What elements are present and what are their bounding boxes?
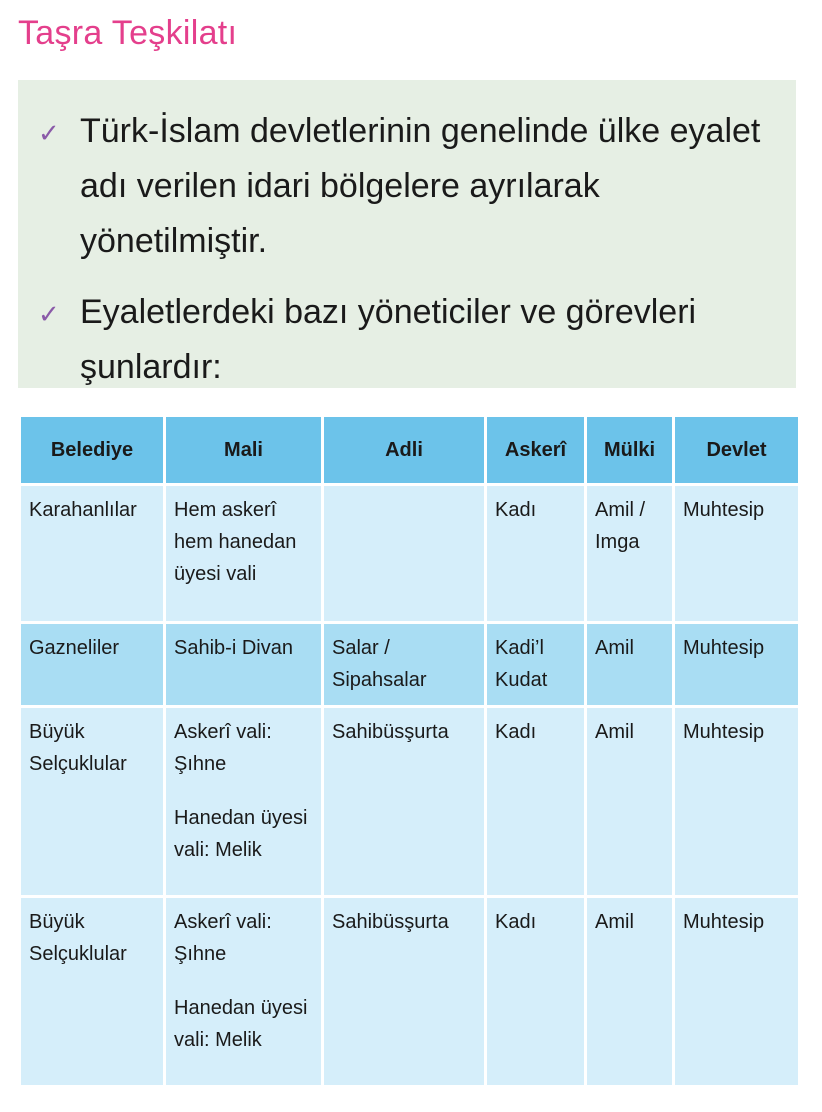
cell-text: Hanedan üyesi vali: Melik: [174, 997, 308, 1051]
checkmark-icon: ✓: [38, 118, 60, 148]
table-cell: Büyük Selçuklular: [20, 707, 165, 897]
table-header-row: [20, 416, 800, 485]
column-header: Devlet: [674, 416, 800, 485]
column-header: Mülki: [586, 416, 674, 485]
table-cell: Sahibüsşurta: [323, 897, 486, 1087]
cell-text: Askerî vali: Şıhne: [174, 721, 272, 775]
table-cell: [165, 707, 323, 897]
column-header: Belediye: [20, 416, 165, 485]
section-title: Taşra Teşkilatı: [18, 14, 238, 52]
table-cell: Amil / Imga: [586, 485, 674, 623]
table-cell: Kadı: [486, 897, 586, 1087]
table-cell: Büyük Selçuklular: [20, 897, 165, 1087]
cell-text: Hem askerî hem hanedan üyesi vali: [174, 499, 297, 585]
cell-text: Askerî vali: Şıhne: [174, 911, 272, 965]
bullet-item: [38, 285, 776, 395]
table-row: [20, 707, 800, 897]
cell-text: Sahib-i Divan: [174, 637, 293, 659]
table-cell: Muhtesip: [674, 485, 800, 623]
table-cell: Muhtesip: [674, 623, 800, 707]
table-cell: Kadi’l Kudat: [486, 623, 586, 707]
table-cell: Amil: [586, 897, 674, 1087]
column-header: Askerî: [486, 416, 586, 485]
table-cell: [165, 897, 323, 1087]
table-row: [20, 485, 800, 623]
table-cell: [165, 485, 323, 623]
table-cell: Muhtesip: [674, 897, 800, 1087]
table-cell: Muhtesip: [674, 707, 800, 897]
table-cell: Sahibüsşurta: [323, 707, 486, 897]
table-cell: Kadı: [486, 707, 586, 897]
table-cell: [323, 485, 486, 623]
table-cell: [165, 623, 323, 707]
table-cell: Karahanlılar: [20, 485, 165, 623]
bullet-text: Türk-İslam devletlerinin genelinde ülke eyalet adı verilen idari bölgelere ayrılarak yönetilmiştir.: [80, 112, 761, 260]
table-cell: Amil: [586, 623, 674, 707]
info-box: [18, 80, 796, 388]
table-cell: Kadı: [486, 485, 586, 623]
table-cell: Amil: [586, 707, 674, 897]
bullet-text: Eyaletlerdeki bazı yöneticiler ve görevleri şunlardır:: [80, 293, 697, 386]
table-cell: Gazneliler: [20, 623, 165, 707]
table-cell: Salar / Sipahsalar: [323, 623, 486, 707]
administrators-table: [18, 414, 801, 1088]
table-row: [20, 623, 800, 707]
column-header: Mali: [165, 416, 323, 485]
checkmark-icon: ✓: [38, 299, 60, 329]
bullet-item: [38, 104, 776, 269]
table-row: [20, 897, 800, 1087]
cell-text: Hanedan üyesi vali: Melik: [174, 807, 308, 861]
column-header: Adli: [323, 416, 486, 485]
